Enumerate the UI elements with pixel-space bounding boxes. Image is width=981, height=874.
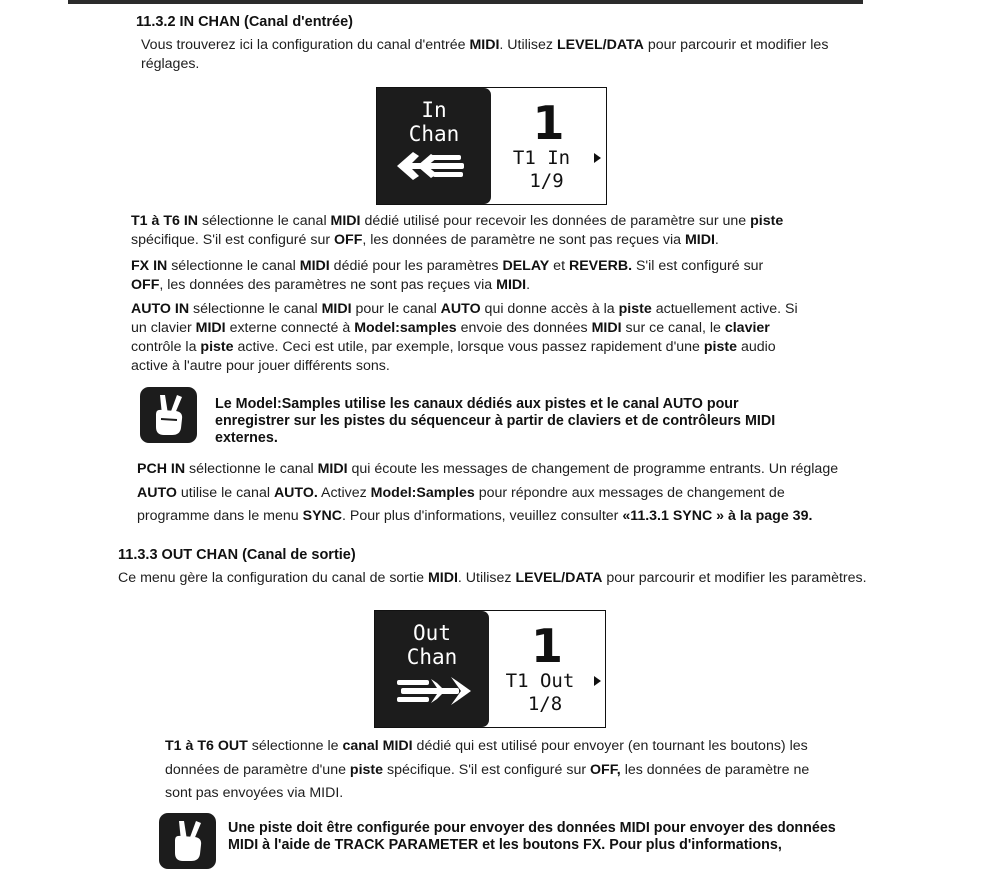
screen-label-panel [375,611,489,727]
screen-value-panel [491,88,606,204]
screen-param: T1 In [512,147,571,169]
bold-term: piste [200,339,234,355]
screen-value-panel [489,611,605,727]
arrow-right-icon [395,675,471,707]
arrow-left-icon [397,150,473,182]
bold-term: MIDI [317,461,348,477]
screen-label-line2: Chan [408,122,460,146]
screen-label-panel [377,88,491,204]
section-heading-out-chan: 11.3.3 OUT CHAN (Canal de sortie) [118,547,356,563]
bold-term: Model:Samples [370,484,475,501]
paragraph-t1-in: T1 à T6 IN sélectionne le canal MIDI dédié utilisé pour recevoir les données de paramètre sur une piste spécifique. S'il est configuré sur OFF, les données de paramètre ne sont pas reçues via MIDI. [131,213,784,248]
bold-term: AUTO [440,301,481,317]
bold-term: MIDI [427,570,458,586]
bold-term: piste [703,339,738,355]
screen-label-line1: Out [413,621,451,645]
bold-term: T1 à T6 OUT [165,738,248,754]
bold-term: clavier [724,320,770,336]
hand-tip-icon [159,813,216,869]
bold-term: MIDI [321,301,352,317]
bold-term: AUTO [137,484,177,501]
bold-term: LEVEL/DATA [515,570,603,586]
screen-param: T1 Out [505,670,575,692]
bold-term: DELAY [502,258,550,274]
bold-term: canal MIDI [342,738,413,754]
bold-term: AUTO. [273,484,318,501]
screen-next-arrow-icon [594,153,601,163]
bold-term: FX IN [131,258,168,274]
in-chan-screen [376,87,607,205]
bold-term: «11.3.1 SYNC » à la page 39. [622,508,813,524]
bold-term: MIDI [299,258,330,274]
screen-value: 1 [532,96,565,150]
bold-term: piste [750,213,784,229]
paragraph-pch-in: PCH IN sélectionne le canal MIDI qui écoute les messages de changement de programme entrants. Un réglage AUTO utilise le canal AUTO. Activez Model:Samples pour répondre aux messages de changement de programme dans le menu SYNC. Pour plus d'informations, veuillez consulter «11.3.1 SYNC » à la page 39. [137,461,839,524]
bold-term: OFF [334,232,363,248]
paragraph-fx-in: FX IN sélectionne le canal MIDI dédié pour les paramètres DELAY et REVERB. S'il est configuré sur OFF, les données des paramètres ne sont pas reçues via MIDI. [131,258,764,293]
screen-page: 1/9 [529,170,564,192]
out-chan-intro: Ce menu gère la configuration du canal de sortie MIDI. Utilisez LEVEL/DATA pour parcourir et modifier les paramètres. [118,570,867,586]
bold-term: REVERB. [568,258,633,274]
screen-next-arrow-icon [594,676,601,686]
bold-term: Model:samples [354,320,457,336]
bold-term: LEVEL/DATA [556,37,644,53]
bold-term: AUTO IN [131,301,190,317]
bold-term: SYNC [302,508,343,524]
hand-tip-icon [140,387,197,443]
out-chan-screen [374,610,606,728]
bold-term: MIDI [591,320,622,336]
tip-note-track-parameter: Une piste doit être configurée pour envoyer des données MIDI pour envoyer des données MIDI à l'aide de TRACK PARAMETER et les boutons FX. Pour plus d'informations, [228,820,836,853]
page-top-rule [68,0,863,4]
bold-term: piste [349,761,384,778]
screen-label-line1: In [421,98,447,122]
paragraph-auto-in: AUTO IN sélectionne le canal MIDI pour le canal AUTO qui donne accès à la piste actuellement active. Si un clavier MIDI externe connecté à Model:samples envoie des données MIDI sur ce canal, le clavier contrôle la piste active. Ceci est utile, par exemple, lorsque vous passez rapidement d'une piste audio active à l'autre pour jouer différents sons. [131,301,798,374]
screen-page: 1/8 [527,693,563,715]
bold-term: piste [618,301,652,317]
bold-term: MIDI [496,277,527,293]
in-chan-intro: Vous trouverez ici la configuration du canal d'entrée MIDI. Utilisez LEVEL/DATA pour parcourir et modifier les réglages. [141,37,829,72]
paragraph-t1-out: T1 à T6 OUT sélectionne le canal MIDI dédié qui est utilisé pour envoyer (en tournant les boutons) les données de paramètre d'une piste spécifique. S'il est configuré sur OFF, les données de paramètre ne sont pas envoyées via MIDI. [165,738,810,801]
bold-term: MIDI [330,213,361,229]
bold-term: MIDI [684,232,715,248]
bold-term: MIDI [195,320,226,336]
screen-value: 1 [530,619,563,673]
bold-term: PCH IN [137,461,186,477]
bold-term: OFF, [590,761,621,778]
bold-term: T1 à T6 IN [131,213,199,229]
tip-note-auto-channel: Le Model:Samples utilise les canaux dédiés aux pistes et le canal AUTO pour enregistrer sur les pistes du séquenceur à partir de claviers et de contrôleurs MIDI externes. [215,396,776,446]
bold-term: OFF [131,277,160,293]
screen-label-line2: Chan [406,645,458,669]
section-heading-in-chan: 11.3.2 IN CHAN (Canal d'entrée) [136,14,353,30]
bold-term: MIDI [469,37,500,53]
